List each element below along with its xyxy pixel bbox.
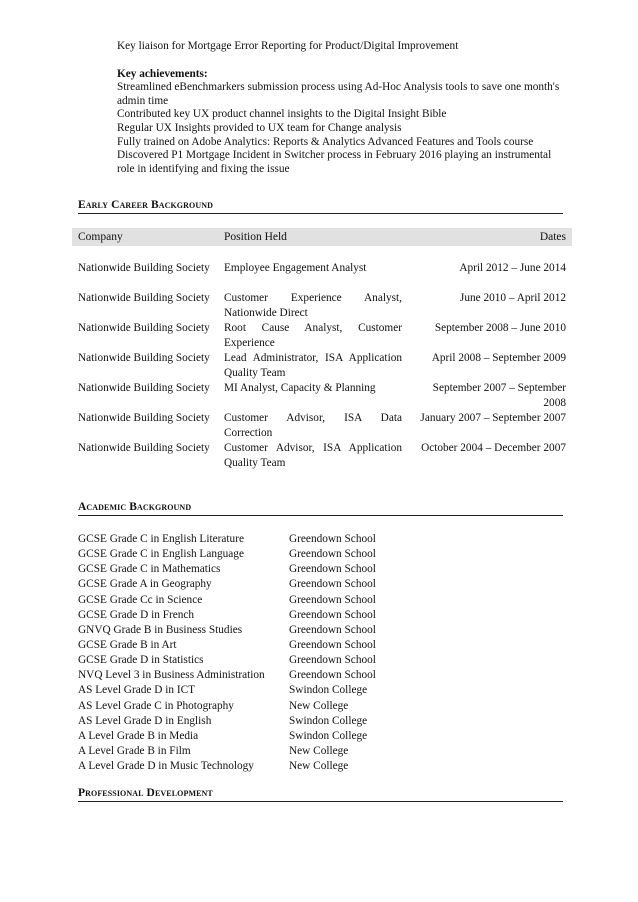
career-position: Customer Advisor, ISA Application Quality Team [224, 442, 402, 469]
career-table-header [72, 228, 572, 246]
school: Swindon College [289, 729, 368, 742]
achievement-item: Contributed key UX product channel insights to the Digital Insight Bible [117, 108, 447, 121]
career-dates: April 2012 – June 2014 [459, 262, 566, 274]
qualification: GCSE Grade C in English Language [78, 548, 244, 561]
academic-row [78, 668, 498, 683]
qualification: GCSE Grade D in French [78, 608, 195, 621]
career-position: Customer Advisor, ISA Data Correction [224, 412, 402, 439]
school: Greendown School [289, 578, 376, 591]
academic-row [78, 577, 498, 592]
academic-row [78, 623, 498, 638]
qualification: A Level Grade B in Media [78, 729, 199, 742]
role-line: Key liaison for Mortgage Error Reporting for Product/Digital Improvement [117, 40, 459, 52]
school: Greendown School [289, 654, 376, 667]
school: Greendown School [289, 669, 376, 682]
achievement-item: Fully trained on Adobe Analytics: Reports & Analytics Advanced Features and Tools course [117, 135, 534, 148]
qualification: GCSE Grade A in Geography [78, 578, 212, 591]
academic-row [78, 547, 498, 562]
qualification: GNVQ Grade B in Business Studies [78, 623, 243, 636]
academic-row [78, 759, 498, 774]
qualification: GCSE Grade C in English Literature [78, 533, 244, 545]
school: Swindon College [289, 714, 368, 727]
career-position: MI Analyst, Capacity & Planning [224, 382, 376, 394]
academic-list [78, 532, 498, 774]
career-dates: January 2007 – September 2007 [420, 412, 566, 424]
qualification: AS Level Grade D in English [78, 714, 212, 727]
academic-row [78, 744, 498, 759]
qualification: GCSE Grade Cc in Science [78, 593, 203, 606]
career-company: Nationwide Building Society [78, 292, 210, 304]
school: Greendown School [289, 638, 376, 651]
career-dates: June 2010 – April 2012 [459, 292, 566, 304]
achievement-item: Streamlined eBenchmarkers submission process using Ad-Hoc Analysis tools to save one month's admin time [117, 81, 560, 107]
career-company: Nationwide Building Society [78, 262, 210, 274]
school: New College [289, 699, 349, 712]
achievement-item: Discovered P1 Mortgage Incident in Switcher process in February 2016 playing an instrumental role in identifying and fixing the issue [117, 149, 552, 175]
school: New College [289, 760, 349, 773]
professional-development-heading: Professional Development [78, 787, 563, 802]
academic-row [78, 562, 498, 577]
career-dates: September 2008 – June 2010 [434, 322, 566, 334]
qualification: AS Level Grade C in Photography [78, 699, 234, 712]
qualification: GCSE Grade C in Mathematics [78, 563, 221, 576]
qualification: GCSE Grade B in Art [78, 638, 177, 651]
career-position: Employee Engagement Analyst [224, 262, 367, 274]
role-summary [117, 40, 565, 176]
career-company: Nationwide Building Society [78, 442, 210, 454]
qualification: AS Level Grade D in ICT [78, 684, 196, 697]
academic-row [78, 532, 498, 547]
academic-row [78, 608, 498, 623]
career-company: Nationwide Building Society [78, 352, 210, 364]
school: Greendown School [289, 593, 376, 606]
career-company: Nationwide Building Society [78, 322, 210, 334]
school: New College [289, 744, 349, 757]
academic-row [78, 593, 498, 608]
career-position: Customer Experience Analyst, Nationwide Direct [224, 292, 402, 319]
school: Greendown School [289, 563, 376, 576]
achievements-list [117, 81, 565, 176]
early-career-heading: Early Career Background [78, 199, 563, 214]
career-position: Root Cause Analyst, Customer Experience [224, 322, 402, 349]
academic-row [78, 699, 498, 714]
career-dates: April 2008 – September 2009 [431, 352, 566, 364]
school: Greendown School [289, 623, 376, 636]
career-dates: October 2004 – December 2007 [421, 442, 566, 454]
academic-row [78, 714, 498, 729]
school: Greendown School [289, 608, 376, 621]
academic-row [78, 638, 498, 653]
achievements-heading: Key achievements: [117, 67, 208, 80]
column-header-position: Position Held [224, 231, 287, 243]
career-company: Nationwide Building Society [78, 382, 210, 394]
column-header-company: Company [78, 231, 123, 243]
qualification: GCSE Grade D in Statistics [78, 654, 204, 667]
qualification: NVQ Level 3 in Business Administration [78, 669, 265, 682]
qualification: A Level Grade B in Film [78, 744, 191, 757]
career-company: Nationwide Building Society [78, 412, 210, 424]
academic-row [78, 729, 498, 744]
academic-row [78, 653, 498, 668]
school: Greendown School [289, 533, 376, 545]
career-dates: September 2007 – September 2008 [432, 382, 566, 409]
school: Swindon College [289, 684, 368, 697]
academic-heading: Academic Background [78, 501, 563, 516]
academic-row [78, 683, 498, 698]
spacer [117, 54, 565, 68]
qualification: A Level Grade D in Music Technology [78, 760, 254, 773]
career-position: Lead Administrator, ISA Application Quality Team [224, 352, 402, 379]
school: Greendown School [289, 548, 376, 561]
column-header-dates: Dates [539, 231, 566, 243]
achievement-item: Regular UX Insights provided to UX team for Change analysis [117, 121, 402, 134]
